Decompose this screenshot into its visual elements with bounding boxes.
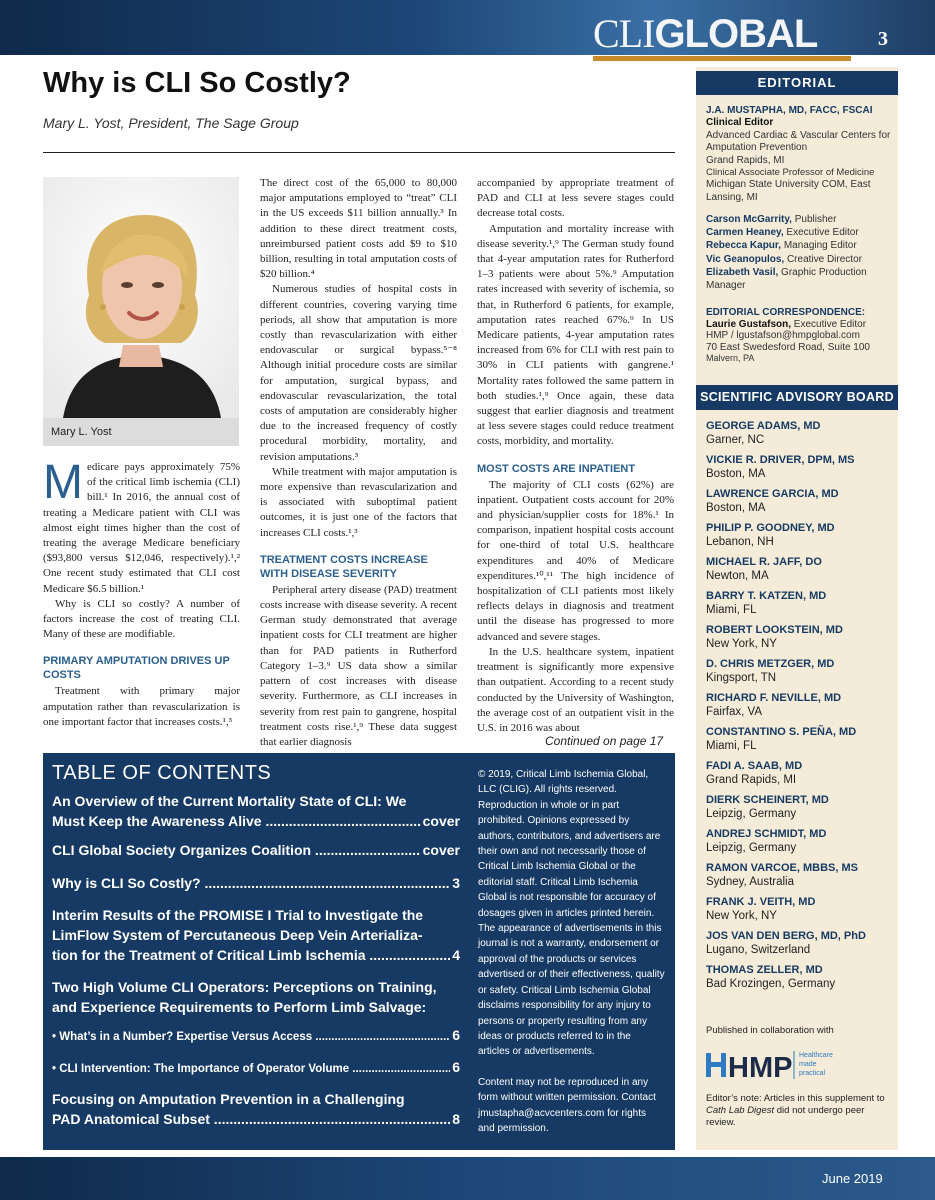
advisory-board-member (706, 726, 892, 753)
member-name: GEORGE ADAMS, MD (706, 420, 821, 432)
section-heading-primary-amputation: PRIMARY AMPUTATION DRIVES UP COSTS (43, 655, 230, 682)
editor-affiliation: Advanced Cardiac & Vascular Centers for Amputation Prevention (706, 129, 891, 154)
toc-item-page: 6 (452, 1059, 460, 1075)
advisory-board-member (706, 556, 892, 583)
member-location: Boston, MA (706, 467, 766, 480)
toc-item-title: • What’s in a Number? Expertise Versus Access ..... (52, 1029, 450, 1045)
staff-item: Carmen Heaney, Executive Editor (706, 227, 859, 239)
editor-affiliation: Grand Rapids, MI (706, 154, 785, 166)
toc-item-title: Interim Results of the PROMISE I Trial to Investigate the (52, 907, 424, 923)
member-name: THOMAS ZELLER, MD (706, 964, 823, 976)
article-paragraph: The direct cost of the 65,000 to 80,000 major amputations employed to “treat” CLI in the US exceeds $11 billion annually.³ In addition to these direct treatment costs, unreimbursed patient costs add $9 to $10 billion, resulting in total amputation costs of $20 billion.⁴ (260, 177, 457, 281)
editorial-heading: EDITORIAL (696, 71, 898, 95)
advisory-board-member (706, 760, 892, 787)
svg-text:made: made (799, 1061, 817, 1068)
member-name: PHILIP P. GOODNEY, MD (706, 522, 835, 534)
photo-caption: Mary L. Yost (43, 418, 239, 446)
copyright-text: © 2019, Critical Limb Ischemia Global, LLC (CLIG). All rights reserved. Reproduction in whole or in part prohibited. Opinions expressed by authors, contributors, and advertisers are their own and not necessarily those of Critical Limb Ischemia Global or the editorial staff. Critical Limb Ischemia Global is not responsible for accuracy of dosages given in articles printed herein. The appearance of advertisements in this journal is not a warranty, endorsement or approval of the products or services advertised or of their effectiveness, quality or safety. Critical Limb Ischemia Global disclaims responsibility for any injury to persons or property resulting from any ideas or products referred to in the articles or advertisements. (478, 769, 665, 1058)
toc-item-page: 8 (452, 1111, 460, 1127)
toc-item-title: CLI Global Society Organizes Coalition ..... (52, 840, 421, 860)
correspondence-heading: EDITORIAL CORRESPONDENCE: (706, 307, 866, 318)
member-name: CONSTANTINO S. PEÑA, MD (706, 726, 857, 738)
member-location: New York, NY (706, 909, 777, 922)
toc-item[interactable] (52, 1059, 460, 1077)
section-heading-inpatient: MOST COSTS ARE INPATIENT (477, 462, 636, 475)
toc-item-page: 4 (452, 947, 460, 963)
toc-item-title: PAD Anatomical Subset ..... (52, 1109, 450, 1129)
cli-global-logo (593, 12, 817, 56)
staff-item: Elizabeth Vasil, Graphic Production Manager (706, 266, 867, 292)
toc-item-title: Two High Volume CLI Operators: Perceptions on Training, (52, 979, 437, 995)
title-divider (43, 152, 675, 153)
member-name: JOS VAN DEN BERG, MD, PhD (706, 930, 866, 942)
member-location: Leipzig, Germany (706, 841, 797, 854)
toc-item-page: cover (422, 813, 460, 829)
advisory-board-member (706, 930, 892, 957)
toc-item-title: An Overview of the Current Mortality State of CLI: We (52, 793, 407, 809)
staff-list (706, 213, 892, 292)
toc-item-title: LimFlow System of Percutaneous Deep Vein Arterializa- (52, 927, 423, 943)
staff-item: Carson McGarrity, Publisher (706, 214, 837, 225)
editorial-correspondence: EDITORIAL CORRESPONDENCE: Laurie Gustafson, Executive Editor HMP / lgustafson@hmpglobal.com 70 East Swedesford Road, Suite 100 Malvern, PA (706, 307, 892, 365)
member-name: FADI A. SAAB, MD (706, 760, 803, 772)
article-column-3 (477, 176, 674, 736)
masthead-sidebar (696, 67, 898, 1150)
staff-item: Vic Geanopulos, Creative Director (706, 253, 862, 265)
member-name: BARRY T. KATZEN, MD (706, 590, 827, 602)
member-name: MICHAEL R. JAFF, DO (706, 556, 822, 568)
article-paragraph: Amputation and mortality increase with disease severity.¹,⁹ The German study found that 4-year amputation rates for Rutherford 1–3 patients were about 5%.⁹ Amputation rates increased with severity of ischemia, so that, in Rutherford 6 patients, for example, amputation rates reached 67%.⁹ In US Medicare patients, 4-year amputation rates increased from 6% for CLI with rest pain to 30% in CLI patients with gangrene.¹ Mortality rates followed the same pattern in both studies.¹,⁹ Once again, these data suggest that earlier diagnosis and treatment at less severe stages could reduce treatment costs, morbidity, and mortality. (477, 222, 674, 448)
member-location: Lebanon, NH (706, 535, 774, 548)
member-name: LAWRENCE GARCIA, MD (706, 488, 839, 500)
svg-text:Healthcare: Healthcare (799, 1052, 833, 1059)
article-paragraph: In the U.S. healthcare system, inpatient treatment is significantly more expensive than outpatient. According to a recent study conducted by the University of Washington, the average cost of an outpatient visit in the U.S. in 2016 was about (477, 645, 674, 734)
intro-text: edicare pays approximately 75% of the critical limb ischemia (CLI) bill.¹ In 2016, the annual cost of treating a Medicare patient with CLI was almost eight times higher than the cost of treating the average Medicare beneficiary ($93,800 versus $12,046, respectively).¹,² One recent study estimated that CLI cost Medicare $6.5 billion.¹ (43, 461, 240, 595)
page-number: 3 (878, 28, 888, 50)
copyright-notice (478, 767, 665, 1136)
article-paragraph: The majority of CLI costs (62%) are inpatient. Outpatient costs account for 20% and physician/supplier costs for 18%.¹ In comparison, inpatient hospital costs account for one-third of total U.S. healthcare expenditures and 40% of Medicare expenditures.¹⁰,¹¹ The high incidence of hospitalization of CLI patients most likely reflects delays in diagnosis and treatment until the disease has progressed to more advanced and severe stages. (477, 478, 674, 643)
hmp-logo (706, 1045, 892, 1085)
member-location: Newton, MA (706, 569, 769, 582)
intro-paragraph (43, 456, 240, 597)
member-location: Sydney, Australia (706, 875, 795, 888)
member-location: Lugano, Switzerland (706, 943, 811, 956)
member-name: ANDREJ SCHMIDT, MD (706, 828, 827, 840)
member-location: Miami, FL (706, 739, 757, 752)
table-of-contents (43, 753, 675, 1150)
advisory-board-member (706, 488, 892, 515)
svg-text:practical: practical (799, 1070, 826, 1077)
article-paragraph: Treatment with primary major amputation rather than revascularization is one important factor that increases costs.¹,³ (43, 685, 240, 728)
toc-item-title: and Experience Requirements to Perform Limb Salvage: (52, 999, 427, 1015)
member-name: D. CHRIS METZGER, MD (706, 658, 835, 670)
toc-item-page: 6 (452, 1027, 460, 1043)
toc-item-title: Must Keep the Awareness Alive ..... (52, 811, 421, 831)
article-title: Why is CLI So Costly? (43, 67, 351, 99)
author-photo (43, 177, 239, 418)
article-byline: Mary L. Yost, President, The Sage Group (43, 115, 299, 131)
correspondence-address: Malvern, PA (706, 353, 755, 364)
drop-cap: M (43, 456, 83, 509)
editors-note: Editor’s note: Articles in this supplement to Cath Lab Digest did not undergo peer review. (706, 1093, 885, 1128)
advisory-board-heading: SCIENTIFIC ADVISORY BOARD (696, 385, 898, 410)
toc-item-title: Why is CLI So Costly? ..... (52, 873, 450, 893)
article-paragraph: accompanied by appropriate treatment of PAD and CLI at less severe stages could decrease total costs. (477, 177, 674, 220)
member-location: Boston, MA (706, 501, 766, 514)
toc-item[interactable] (52, 905, 460, 965)
advisory-board-member (706, 794, 892, 821)
advisory-board-member (706, 896, 892, 923)
toc-item[interactable] (52, 1089, 460, 1129)
member-location: Garner, NC (706, 433, 765, 446)
svg-text:HMP: HMP (728, 1052, 793, 1084)
advisory-board-member (706, 420, 892, 447)
logo-global-text: GLOBAL (654, 12, 818, 56)
advisory-board-list (706, 420, 892, 998)
clinical-editor-block (706, 105, 892, 204)
member-name: RAMON VARCOE, MBBS, MS (706, 862, 858, 874)
article-paragraph: Why is CLI so costly? A number of factors increase the cost of treating CLI. Many of these are modifiable. (43, 597, 240, 641)
reproduction-notice: Content may not be reproduced in any form without written permission. Contact jmustapha@acvcenters.com for rights and permission. (478, 1076, 656, 1134)
toc-item[interactable] (52, 840, 460, 860)
article-paragraph: Peripheral artery disease (PAD) treatment costs increase with disease severity. A recent German study demonstrated that average inpatient costs for CLI treatment are higher than for PAD patients in Rutherford Category 1–3.⁹ US data show a similar pattern of cost increases with disease severity. Furthermore, as CLI increases in severity from rest pain to gangrene, hospital treatment costs rise.¹,⁹ These data suggest that earlier diagnosis (260, 583, 457, 748)
article-column-1 (43, 456, 240, 730)
toc-item-page: cover (422, 842, 460, 858)
member-location: Kingsport, TN (706, 671, 777, 684)
member-location: Miami, FL (706, 603, 757, 616)
correspondence-address: 70 East Swedesford Road, Suite 100 (706, 341, 870, 353)
logo-underline (593, 56, 851, 61)
member-name: RICHARD F. NEVILLE, MD (706, 692, 842, 704)
author-portrait-illustration (43, 177, 239, 418)
advisory-board-member (706, 862, 892, 889)
logo-cli-text: CLI (593, 11, 655, 56)
toc-item[interactable] (52, 977, 460, 1017)
section-heading-disease-severity: TREATMENT COSTS INCREASE WITH DISEASE SEVERITY (260, 553, 428, 580)
member-location: New York, NY (706, 637, 777, 650)
article-paragraph: Numerous studies of hospital costs in different countries, covering varying time periods, all show that amputation is more costly than revascularization with either endovascular or surgical bypass.⁵⁻⁸ Although initial procedure costs are similar for amputation, surgical bypass, and endovascular revascularization, the total costs of amputation are considerably higher due to the increased frequency of costly procedural morbidity, mortality, and revision amputations.³ (260, 283, 457, 463)
advisory-board-member (706, 454, 892, 481)
toc-item-title: tion for the Treatment of Critical Limb Ischemia ..... (52, 945, 450, 965)
toc-item[interactable] (52, 1027, 460, 1045)
member-location: Bad Krozingen, Germany (706, 977, 836, 990)
advisory-board-member (706, 590, 892, 617)
member-name: FRANK J. VEITH, MD (706, 896, 816, 908)
advisory-board-member (706, 624, 892, 651)
member-name: ROBERT LOOKSTEIN, MD (706, 624, 843, 636)
staff-item: Rebecca Kapur, Managing Editor (706, 240, 857, 252)
toc-heading: TABLE OF CONTENTS (52, 762, 272, 784)
issue-date: June 2019 (822, 1171, 883, 1186)
editor-name: J.A. MUSTAPHA, MD, FACC, FSCAI (706, 105, 873, 116)
correspondence-email[interactable]: HMP / lgustafson@hmpglobal.com (706, 330, 860, 342)
continued-link[interactable]: Continued on page 17 (545, 734, 664, 748)
footer-bar (0, 1157, 935, 1200)
toc-item-page: 3 (452, 875, 460, 891)
toc-entries (52, 791, 460, 1129)
editor-affiliation: Michigan State University COM, East Lansing, MI (706, 179, 871, 203)
advisory-board-member (706, 964, 892, 991)
member-location: Leipzig, Germany (706, 807, 797, 820)
advisory-board-member (706, 692, 892, 719)
article-column-2 (260, 176, 457, 750)
member-name: DIERK SCHEINERT, MD (706, 794, 829, 806)
toc-item[interactable] (52, 791, 460, 831)
editor-role: Clinical Editor (706, 117, 774, 129)
advisory-board-member (706, 828, 892, 855)
member-location: Grand Rapids, MI (706, 773, 797, 786)
member-location: Fairfax, VA (706, 705, 763, 718)
toc-item[interactable] (52, 873, 460, 893)
advisory-board-member (706, 522, 892, 549)
article-paragraph: While treatment with major amputation is more expensive than revascularization and is associated with suboptimal patient outcomes, it is just one of the factors that increases CLI costs.¹,³ (260, 465, 457, 539)
toc-item-title: • CLI Intervention: The Importance of Operator Volume ..... (52, 1061, 450, 1077)
advisory-board-member (706, 658, 892, 685)
member-name: VICKIE R. DRIVER, DPM, MS (706, 454, 855, 466)
editor-affiliation: Clinical Associate Professor of Medicine (706, 167, 875, 179)
published-in-collaboration: Published in collaboration with (706, 1025, 834, 1036)
hmp-logo-icon (706, 1045, 892, 1085)
toc-item-title: Focusing on Amputation Prevention in a Challenging (52, 1091, 405, 1107)
